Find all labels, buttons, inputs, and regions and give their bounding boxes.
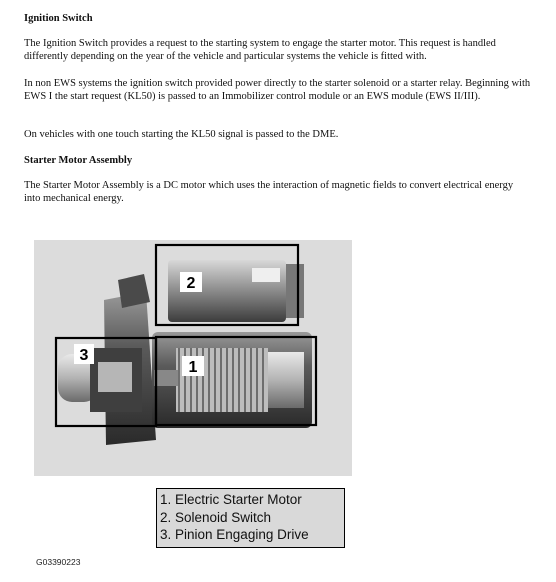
- solenoid-cap: [286, 264, 304, 318]
- commutator: [268, 352, 304, 408]
- label-3: 3: [79, 347, 89, 364]
- ignition-paragraph-2: In non EWS systems the ignition switch provided power directly to the starter solenoid or a starter relay. Beginning with EWS I the start request (KL50) is passed to an Immobilizer control module or an EWS module (EWS II/III).: [24, 78, 531, 102]
- starter-paragraph-1: The Starter Motor Assembly is a DC motor which uses the interaction of magnetic fields to convert electrical energy into mechanical energy.: [24, 180, 514, 204]
- label-1: 1: [188, 359, 198, 376]
- solenoid-contact: [252, 268, 280, 282]
- starter-motor-heading: Starter Motor Assembly: [24, 155, 133, 166]
- legend-item-2: 2. Solenoid Switch: [160, 509, 272, 525]
- ignition-paragraph-1: The Ignition Switch provides a request to the starting system to engage the starter motor. This request is handled differently depending on the year of the vehicle and particular systems the vehicle is fitted with.: [24, 38, 496, 62]
- figure-legend: [156, 488, 345, 548]
- figure-id: G03390223: [36, 557, 81, 567]
- motor-shaft: [154, 370, 178, 386]
- ignition-switch-heading: Ignition Switch: [24, 13, 93, 24]
- legend-item-1: 1. Electric Starter Motor: [160, 492, 302, 507]
- legend-item-3: 3. Pinion Engaging Drive: [160, 527, 309, 542]
- label-2: 2: [186, 275, 196, 292]
- starter-motor-image: [34, 240, 352, 476]
- ignition-paragraph-3: On vehicles with one touch starting the KL50 signal is passed to the DME.: [24, 129, 339, 140]
- pinion-clutch: [98, 362, 132, 392]
